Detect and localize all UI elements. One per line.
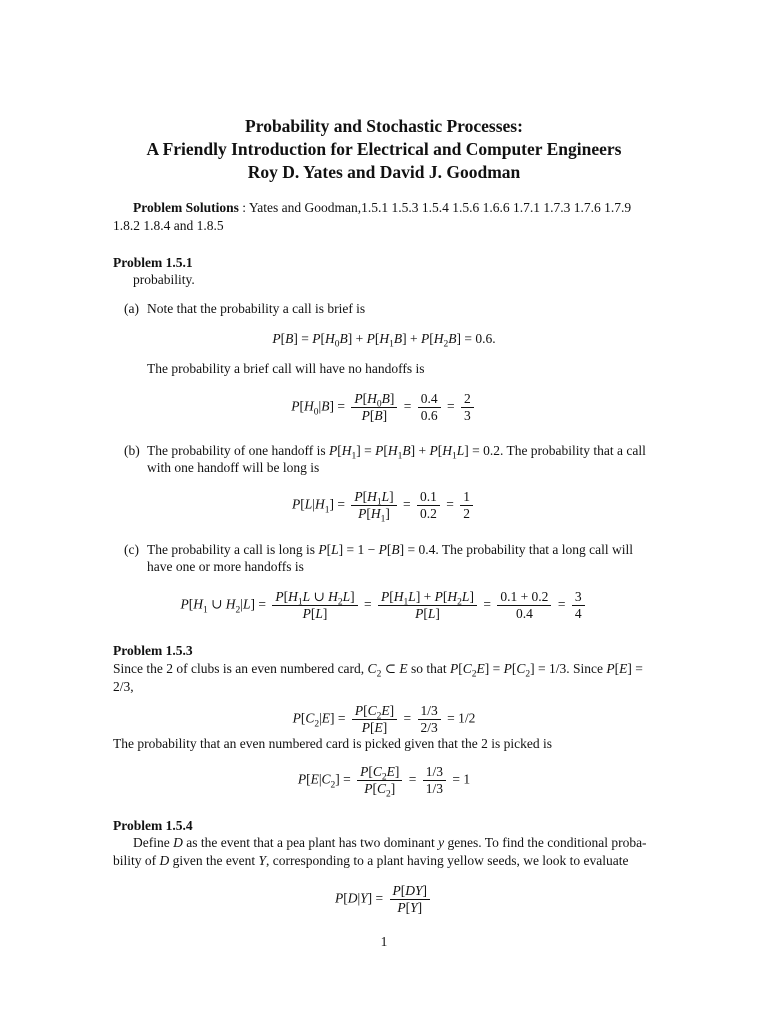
part-b-label: (b) — [124, 443, 140, 458]
frac-a-den2: 3 — [461, 407, 474, 424]
p154-text-d: bility of — [113, 853, 157, 868]
p153-text-d: = — [635, 661, 643, 676]
problem-1-5-1-heading: Problem 1.5.1 — [113, 255, 193, 270]
problem-1-5-4-text-2: bility of D given the event Y, corresponding to a plant having yellow seeds, we look to evaluate — [113, 853, 629, 868]
part-b-text: The probability of one handoff is $P[H_1] = P[H_1B] + P[H_1L] = 0.2$. The probability that a call — [147, 443, 646, 462]
part-b-text-start: The probability of one handoff is — [147, 443, 326, 458]
equation-p-l-given-h1: $P[L|H_1]$ = $\frac{P[H_1L]}{P[H_1]}$ = $\frac{0.1}{0.2}$ = $\frac{1}{2}$ — [0, 489, 768, 522]
problem-1-5-3-text: Since the 2 of clubs is an even numbered card, $C_2$ ⊂ E so that $P[C_2E] = P[C_2] = 1/3$. Since P[E] = — [113, 661, 643, 680]
frac-c-den2: 4 — [572, 605, 585, 622]
problem-1-5-4-heading: Problem 1.5.4 — [113, 818, 193, 833]
equation-p-c2-given-e-result: = 1/2 — [447, 710, 476, 726]
part-a-text: Note that the probability a call is brief is — [147, 301, 366, 316]
p154-text-c: genes. To find the conditional proba- — [447, 835, 647, 850]
part-c-text-end: = 0.4. The probability that a long call will — [407, 542, 634, 557]
p153-text-c: = 1/3. Since — [538, 661, 603, 676]
p153-text-a: Since the 2 of clubs is an even numbered card, — [113, 661, 365, 676]
p154-text-b: as the event that a pea plant has two dominant — [186, 835, 435, 850]
equation-p-e-given-c2-result: = 1 — [452, 771, 471, 787]
frac-b-num2: 1 — [463, 489, 470, 504]
equation-p-d-given-y: P[D|Y] = $\frac{P[DY]}{P[Y]}$ — [0, 883, 768, 916]
frac-a-num1: 0.4 — [420, 391, 438, 406]
frac-b-den1: 0.2 — [417, 505, 440, 522]
part-a-text-2: The probability a brief call will have no handoffs is — [147, 361, 425, 376]
part-c-label: (c) — [124, 542, 139, 557]
frac-153-num2: 1/3 — [425, 764, 444, 779]
title-line-2: A Friendly Introduction for Electrical and Computer Engineers — [146, 139, 622, 159]
frac-153-den2: 1/3 — [423, 780, 446, 797]
frac-153-num1: 1/3 — [420, 703, 438, 718]
title-authors: Roy D. Yates and David J. Goodman — [247, 162, 521, 182]
p153-text-b: so that — [411, 661, 447, 676]
part-c-text-mid: = 1 − — [346, 542, 379, 557]
equation-p-e-given-c2: $P[E|C_2]$ = $\frac{P[C_2E]}{P[C_2]}$ = $\frac{1/3}{1/3}$ = 1 — [297, 764, 471, 800]
frac-a-num2: 2 — [463, 391, 471, 406]
equation-p-brief-value: = 0.6. — [464, 331, 496, 346]
equation-p-c2-given-e: $P[C_2|E]$ = $\frac{P[C_2E]}{P[E]}$ = $\frac{1/3}{2/3}$ = 1/2 — [292, 703, 476, 735]
equation-p-brief: $P[B] = P[H_0B] + P[H_1B] + P[H_2B] = 0.6$. — [272, 331, 496, 350]
problem-1-5-3-text-3: The probability that an even numbered card is picked given that the 2 is picked is — [113, 736, 552, 751]
p154-text-a: Define — [133, 835, 170, 850]
equation-p-h1-union-h2-given-l: $P[H_1$ ∪ $H_2|L$] = $\frac{P[H_1L \cup H_2L]}{P[L]}$ = $\frac{P[H_1L] + P[H_2L]}{P[L]}$ = $\frac{0.1 + 0.2}{0.4}$ = $\frac{3}{4}$ — [0, 589, 768, 622]
problem-solutions-label: Problem Solutions — [133, 200, 239, 215]
frac-c-num2: 3 — [574, 589, 582, 604]
p154-text-f: , corresponding to a plant having yellow seeds, we look to evaluate — [266, 853, 629, 868]
frac-a-den1: 0.6 — [418, 407, 441, 424]
problem-solutions-line — [133, 200, 631, 216]
part-c-text: The probability a call is long is P[L] = 1 − P[B] = 0.4. The probability that a long call will — [147, 542, 634, 557]
problem-1-5-3-text-2: 2/3, — [113, 679, 134, 694]
frac-b-den2: 2 — [460, 505, 473, 522]
part-b-text-end: = 0.2. The probability that a call — [472, 443, 646, 458]
title-line-1: Probability and Stochastic Processes: — [245, 116, 523, 136]
equation-p-h0-given-b: $P[H_0|B]$ = $\frac{P[H_0B]}{P[B]}$ = $\frac{0.4}{0.6}$ = $\frac{2}{3}$ — [0, 391, 768, 424]
frac-c-num1: 0.1 + 0.2 — [500, 589, 549, 604]
problem-1-5-4-text: Define D as the event that a pea plant has two dominant y genes. To find the conditional proba- — [133, 835, 647, 850]
problem-1-5-3-heading: Problem 1.5.3 — [113, 643, 193, 658]
frac-b-num1: 0.1 — [419, 489, 437, 504]
frac-153-den1: 2/3 — [418, 719, 441, 736]
part-a-label: (a) — [124, 301, 139, 316]
problem-solutions-line-2: 1.8.2 1.8.4 and 1.8.5 — [113, 218, 224, 233]
frac-c-den1: 0.4 — [497, 605, 551, 622]
part-b-text-2: with one handoff will be long is — [147, 460, 320, 475]
p154-text-e: given the event — [172, 853, 256, 868]
problem-1-5-1-intro: probability. — [133, 272, 195, 287]
page-number: 1 — [380, 934, 388, 949]
problem-solutions-list: : Yates and Goodman,1.5.1 1.5.3 1.5.4 1.5.6 1.6.6 1.7.1 1.7.3 1.7.6 1.7.9 — [242, 200, 632, 215]
part-c-text-start: The probability a call is long is — [147, 542, 315, 557]
part-c-text-2: have one or more handoffs is — [147, 559, 304, 574]
